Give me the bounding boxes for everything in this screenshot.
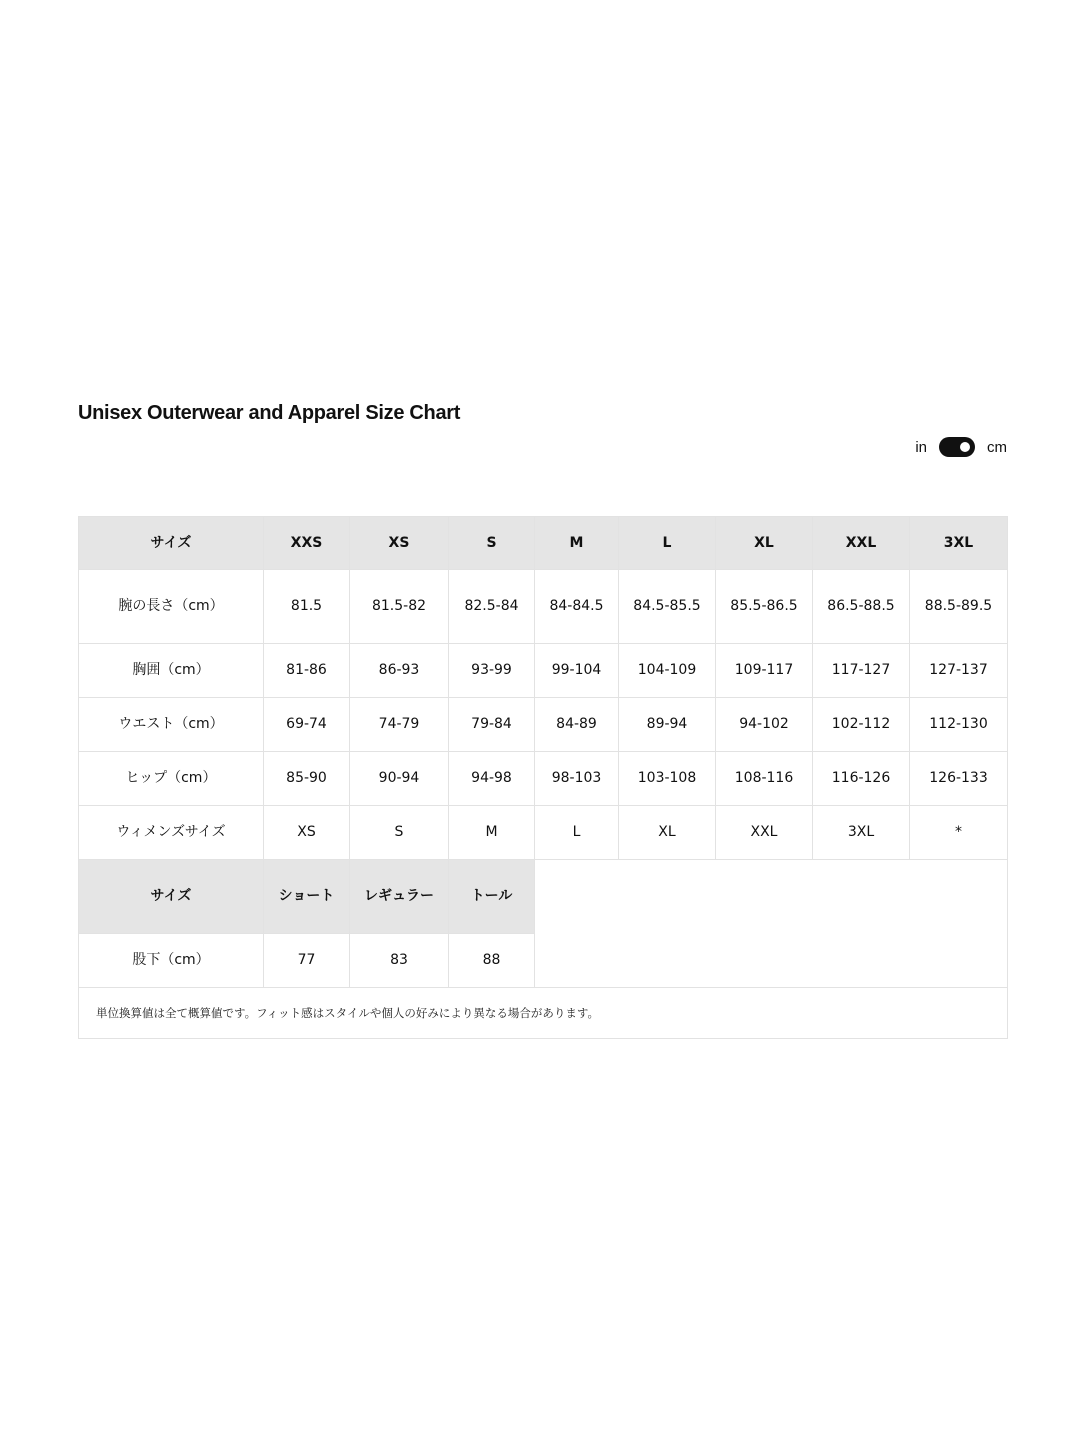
table-cell: 117-127 — [813, 644, 910, 698]
header-cell: L — [619, 517, 716, 570]
empty-area — [535, 860, 1008, 988]
table-cell: 94-98 — [449, 752, 535, 806]
row-label: 腕の長さ（cm） — [79, 570, 264, 644]
table-cell: 86-93 — [350, 644, 449, 698]
size-chart — [78, 516, 1007, 1039]
table-cell: 74-79 — [350, 698, 449, 752]
header-cell: トール — [449, 860, 535, 934]
table-cell: 84-84.5 — [535, 570, 619, 644]
table-cell: 81.5 — [264, 570, 350, 644]
row-label: 胸囲（cm） — [79, 644, 264, 698]
table-cell: 83 — [350, 934, 449, 988]
disclaimer-note: 単位換算値は全て概算値です。フィット感はスタイルや個人の好みにより異なる場合があります。 — [79, 988, 1008, 1039]
table-cell: 104-109 — [619, 644, 716, 698]
table-cell: 126-133 — [910, 752, 1008, 806]
table-cell: M — [449, 806, 535, 860]
table-cell: 77 — [264, 934, 350, 988]
unit-label-cm[interactable]: cm — [987, 438, 1007, 456]
row-label: ヒップ（cm） — [79, 752, 264, 806]
inseam-header-row — [79, 860, 1008, 934]
table-cell: S — [350, 806, 449, 860]
table-cell: 90-94 — [350, 752, 449, 806]
table-cell: 112-130 — [910, 698, 1008, 752]
table-cell: XL — [619, 806, 716, 860]
table-cell: 3XL — [813, 806, 910, 860]
table-cell: 88.5-89.5 — [910, 570, 1008, 644]
table-cell: XXL — [716, 806, 813, 860]
table-cell: 79-84 — [449, 698, 535, 752]
table-cell: 84-89 — [535, 698, 619, 752]
table-cell: 98-103 — [535, 752, 619, 806]
table-cell: 86.5-88.5 — [813, 570, 910, 644]
size-table — [78, 516, 1008, 1039]
table-cell: 103-108 — [619, 752, 716, 806]
table-cell: XS — [264, 806, 350, 860]
header-cell: サイズ — [79, 517, 264, 570]
table-cell: 89-94 — [619, 698, 716, 752]
table-row — [79, 752, 1008, 806]
table-cell: 94-102 — [716, 698, 813, 752]
row-label: ウィメンズサイズ — [79, 806, 264, 860]
note-row — [79, 988, 1008, 1039]
table-cell: 102-112 — [813, 698, 910, 752]
unit-label-in[interactable]: in — [915, 438, 927, 456]
table-row — [79, 570, 1008, 644]
table-cell: 108-116 — [716, 752, 813, 806]
table-cell: 116-126 — [813, 752, 910, 806]
header-cell: サイズ — [79, 860, 264, 934]
table-cell: 109-117 — [716, 644, 813, 698]
table-cell: 84.5-85.5 — [619, 570, 716, 644]
header-cell: レギュラー — [350, 860, 449, 934]
table-cell: 127-137 — [910, 644, 1008, 698]
size-header-row — [79, 517, 1008, 570]
row-label: ウエスト（cm） — [79, 698, 264, 752]
header-cell: ショート — [264, 860, 350, 934]
table-cell: 93-99 — [449, 644, 535, 698]
table-row — [79, 644, 1008, 698]
unit-toggle — [915, 437, 1007, 457]
unit-switch[interactable] — [939, 437, 975, 457]
row-label: 股下（cm） — [79, 934, 264, 988]
header-cell: S — [449, 517, 535, 570]
table-cell: 81-86 — [264, 644, 350, 698]
table-cell: 82.5-84 — [449, 570, 535, 644]
unit-switch-knob — [960, 442, 970, 452]
table-cell: 99-104 — [535, 644, 619, 698]
table-row — [79, 698, 1008, 752]
page-title: Unisex Outerwear and Apparel Size Chart — [78, 402, 461, 424]
header-cell: XXL — [813, 517, 910, 570]
header-cell: M — [535, 517, 619, 570]
table-row — [79, 806, 1008, 860]
table-cell: L — [535, 806, 619, 860]
table-cell: 81.5-82 — [350, 570, 449, 644]
header-cell: XL — [716, 517, 813, 570]
table-cell: 69-74 — [264, 698, 350, 752]
table-cell: 85-90 — [264, 752, 350, 806]
table-cell: 88 — [449, 934, 535, 988]
header-cell: 3XL — [910, 517, 1008, 570]
header-cell: XS — [350, 517, 449, 570]
header-cell: XXS — [264, 517, 350, 570]
table-cell: * — [910, 806, 1008, 860]
table-cell: 85.5-86.5 — [716, 570, 813, 644]
